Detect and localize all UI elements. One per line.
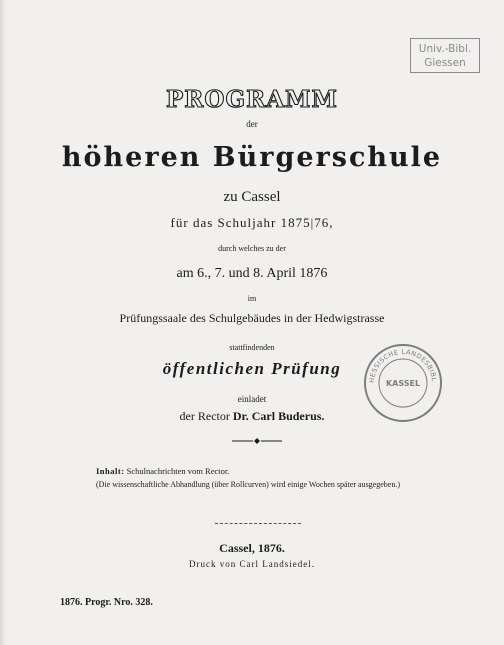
library-stamp (410, 38, 480, 73)
printer-line: Druck von Carl Landsiedel. (189, 559, 315, 569)
rector-name: Dr. Carl Buderus. (232, 409, 325, 423)
word-der: der (246, 119, 258, 129)
venue-line: Prüfungssaale des Schulgebäudes in der Hedwigstrasse (119, 311, 385, 325)
library-seal (362, 342, 444, 424)
exam-title: öffentlichen Prüfung (162, 359, 342, 378)
imprint-city: Cassel, 1876. (219, 541, 285, 555)
contents-text: Schulnachrichten vom Rector. (126, 466, 230, 476)
school-year-line: für das Schuljahr 1875|76, (170, 215, 334, 230)
stattfindenden-line: stattfindenden (229, 343, 275, 352)
seal-ring-text: HESSISCHE LANDESBIBL (367, 347, 439, 384)
city-line: zu Cassel (223, 189, 281, 205)
contents-line (96, 466, 229, 476)
school-title: höheren Bürgerschule (61, 142, 443, 173)
contents-label: Inhalt: (96, 466, 125, 476)
library-stamp-line2: Giessen (424, 57, 466, 69)
dashed-divider (215, 523, 301, 524)
contents-note: (Die wissenschaftliche Abhandlung (über Rollcurven) wird einige Wochen später ausgegeben.) (96, 480, 400, 489)
heading-programm: PROGRAMM (166, 86, 338, 113)
einladet-line: einladet (237, 394, 267, 404)
seal-center-text: KASSEL (385, 379, 421, 388)
ornament-rule (232, 437, 282, 445)
library-stamp-line1: Univ.-Bibl. (418, 43, 472, 55)
word-im: im (247, 294, 257, 303)
durch-line: durch welches zu der (218, 244, 286, 253)
exam-dates: am 6., 7. und 8. April 1876 (176, 266, 328, 281)
rector-prefix: der Rector (179, 409, 230, 423)
program-reference: 1876. Progr. Nro. 328. (60, 597, 153, 608)
